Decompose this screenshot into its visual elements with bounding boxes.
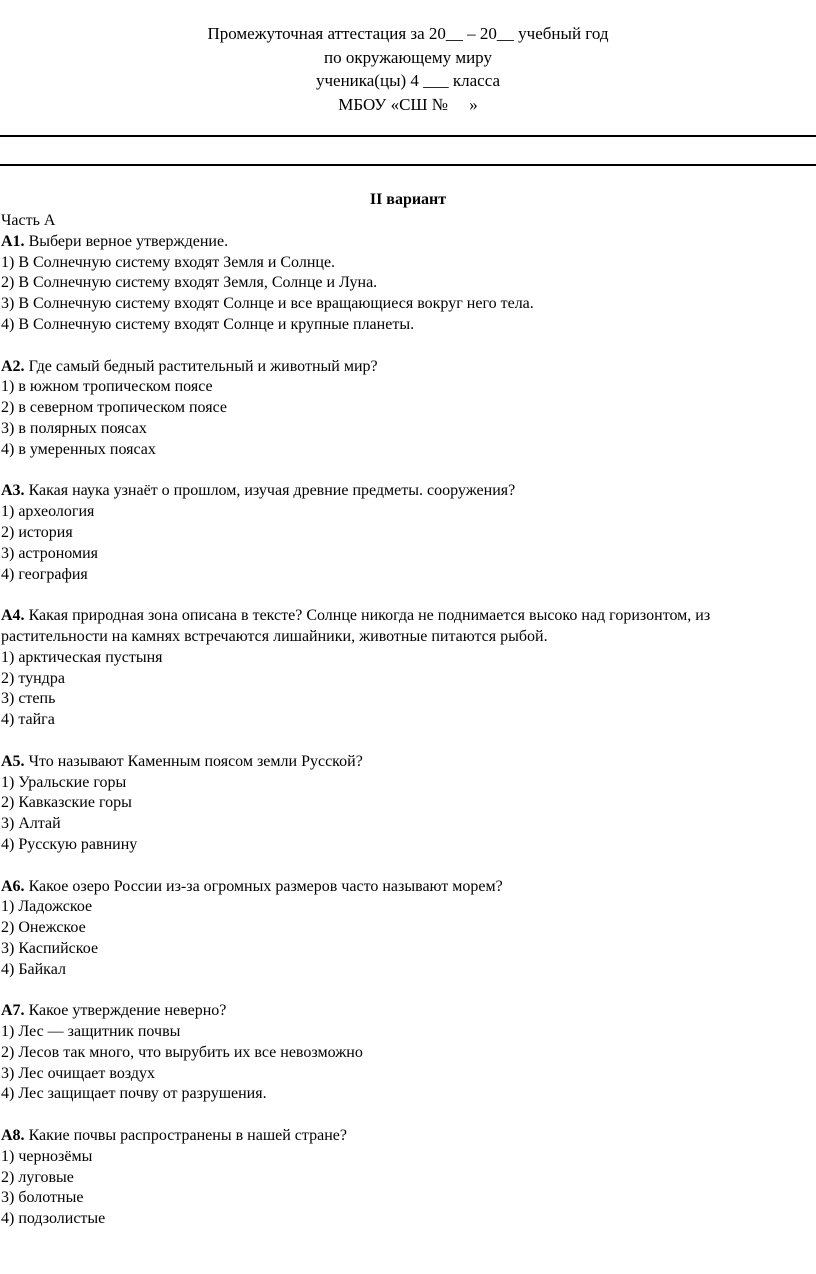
answer-option: 4) география — [1, 565, 88, 583]
question-number: А2. — [1, 357, 25, 375]
variant-title: II вариант — [369, 191, 447, 208]
answer-option: 1) в южном тропическом поясе — [1, 378, 213, 396]
question-number: А6. — [1, 877, 25, 895]
answer-option: 1) чернозёмы — [1, 1147, 93, 1165]
answer-option: 4) тайга — [1, 711, 55, 729]
question-a5 — [1, 752, 815, 856]
answer-option: 3) болотные — [1, 1189, 84, 1207]
question-a4 — [1, 606, 815, 731]
answer-option: 1) В Солнечную систему входят Земля и Солнце. — [1, 253, 336, 271]
question-text: Какая наука узнаёт о прошлом, изучая древние предметы. сооружения? — [24, 482, 516, 500]
answer-option: 4) подзолистые — [1, 1210, 106, 1228]
answer-option: 2) в северном тропическом поясе — [1, 399, 227, 417]
answer-option: 3) астрономия — [1, 544, 99, 562]
answer-option: 2) тундра — [1, 669, 65, 687]
header-subject: по окружающему миру — [324, 47, 492, 67]
question-number: А4. — [1, 607, 25, 625]
answer-option: 3) степь — [1, 690, 56, 708]
question-text: Какое озеро России из-за огромных размеров часто называют морем? — [24, 877, 503, 895]
answer-option: 4) в умеренных поясах — [1, 440, 156, 458]
answer-option: 1) Ладожское — [1, 898, 93, 916]
test-content — [1, 211, 815, 1230]
divider-bottom — [0, 164, 816, 166]
answer-option: 4) Байкал — [1, 960, 66, 978]
answer-option: 2) Кавказские горы — [1, 794, 132, 812]
answer-option: 2) Лесов так много, что вырубить их все невозможно — [1, 1043, 363, 1061]
answer-option: 1) Лес — защитник почвы — [1, 1023, 181, 1041]
question-text: Какое утверждение неверно? — [24, 1002, 227, 1020]
header-title: Промежуточная аттестация за 20__ – 20__ учебный год — [207, 24, 609, 43]
answer-option: 2) В Солнечную систему входят Земля, Солнце и Луна. — [1, 274, 378, 292]
question-text: Что называют Каменным поясом земли Русской? — [24, 752, 363, 770]
header-student-class: ученика(цы) 4 ___ класса — [315, 71, 501, 90]
question-text: Где самый бедный растительный и животный мир? — [24, 357, 378, 375]
answer-option: 2) луговые — [1, 1168, 74, 1186]
part-label: Часть А — [1, 212, 56, 229]
question-a7 — [1, 1001, 815, 1105]
answer-option: 4) Русскую равнину — [1, 835, 138, 853]
question-a3 — [1, 481, 815, 585]
document-header — [0, 22, 816, 116]
header-school: МБОУ «СШ № » — [338, 94, 478, 114]
answer-option: 4) В Солнечную систему входят Солнце и крупные планеты. — [1, 315, 415, 333]
question-number: А8. — [1, 1127, 25, 1145]
question-a2 — [1, 357, 815, 461]
question-text: Какая природная зона описана в тексте? Солнце никогда не поднимается высоко над горизонтом, из растительности на камнях встречаются лишайники, животные питаются рыбой. — [1, 607, 711, 645]
answer-option: 3) В Солнечную систему входят Солнце и все вращающиеся вокруг него тела. — [1, 295, 534, 313]
question-number: А1. — [1, 232, 25, 250]
answer-option: 3) Алтай — [1, 815, 61, 833]
answer-option: 2) Онежское — [1, 919, 86, 937]
question-a6 — [1, 877, 815, 981]
answer-option: 4) Лес защищает почву от разрушения. — [1, 1085, 267, 1103]
answer-option: 1) археология — [1, 503, 95, 521]
answer-option: 3) Каспийское — [1, 939, 99, 957]
answer-option: 3) в полярных поясах — [1, 419, 147, 437]
question-a1 — [1, 232, 815, 336]
divider-top — [0, 135, 816, 137]
answer-option: 1) арктическая пустыня — [1, 648, 163, 666]
answer-option: 3) Лес очищает воздух — [1, 1064, 155, 1082]
question-number: А5. — [1, 752, 25, 770]
question-number: А3. — [1, 482, 25, 500]
question-number: А7. — [1, 1002, 25, 1020]
question-text: Какие почвы распространены в нашей стране? — [24, 1127, 347, 1145]
answer-option: 2) история — [1, 523, 73, 541]
answer-option: 1) Уральские горы — [1, 773, 127, 791]
question-a8 — [1, 1126, 815, 1230]
question-text: Выбери верное утверждение. — [24, 232, 229, 250]
